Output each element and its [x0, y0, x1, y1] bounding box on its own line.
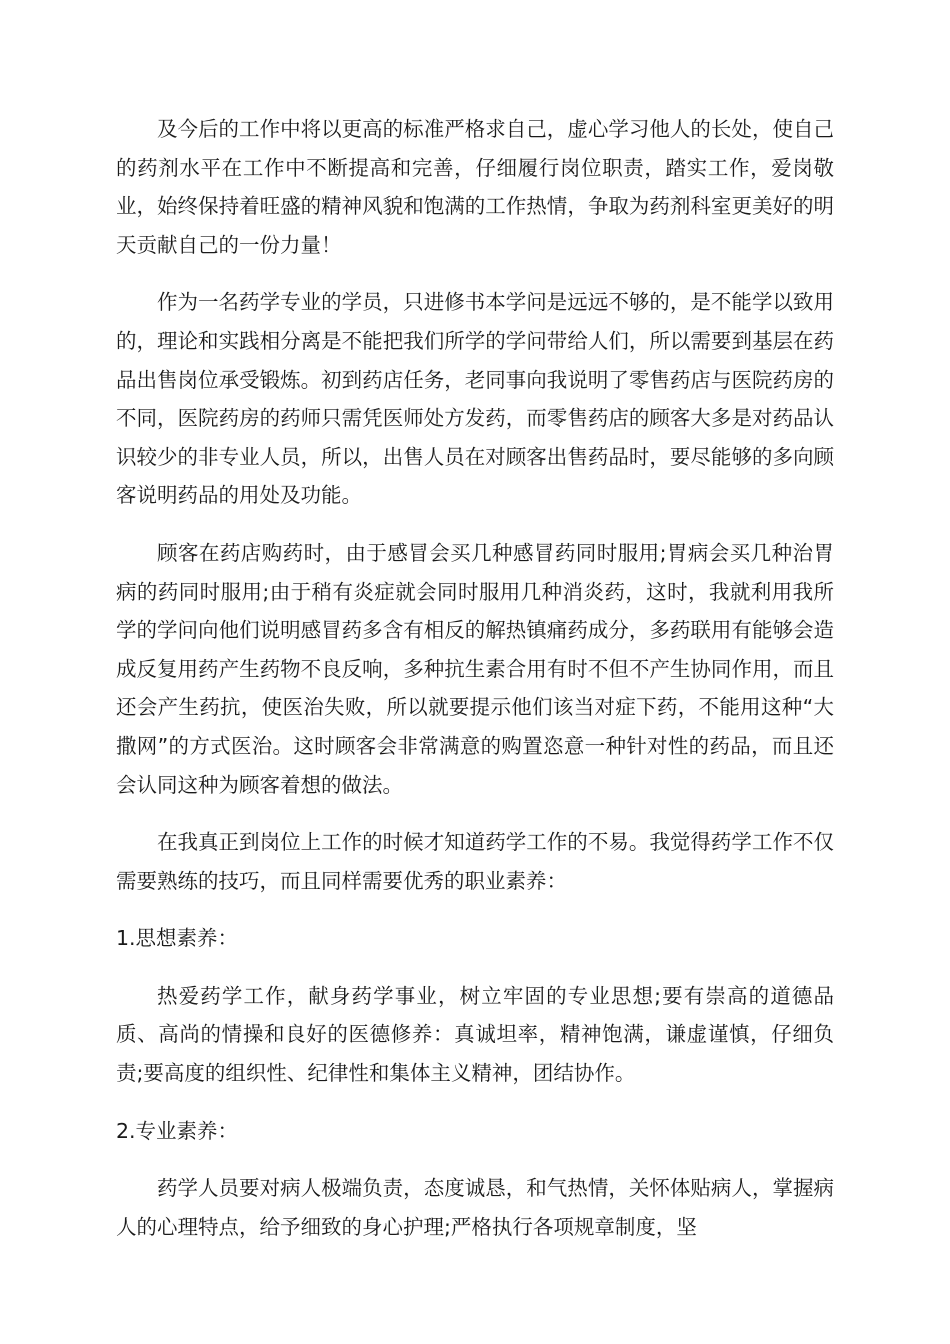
paragraph-6: 药学人员要对病人极端负责，态度诚恳，和气热情，关怀体贴病人，掌握病人的心理特点，给予细致的身心护理;严格执行各项规章制度，坚: [116, 1176, 834, 1239]
section-heading-1: 1.思想素养：: [116, 926, 239, 951]
paragraph-4: 在我真正到岗位上工作的时候才知道药学工作的不易。我觉得药学工作不仅需要熟练的技巧，而且同样需要优秀的职业素养：: [116, 830, 834, 893]
paragraph-2: 作为一名药学专业的学员，只进修书本学问是远远不够的，是不能学以致用的，理论和实践相分离是不能把我们所学的学问带给人们，所以需要到基层在药品出售岗位承受锻炼。初到药店任务，老同事向我说明了零售药店与医院药房的不同，医院药房的药师只需凭医师处方发药，而零售药店的顾客大多是对药品认识较少的非专业人员，所以，出售人员在对顾客出售药品时，要尽能够的多向顾客说明药品的用处及功能。: [116, 290, 834, 508]
paragraph-3: 顾客在药店购药时，由于感冒会买几种感冒药同时服用;胃病会买几种治胃病的药同时服用;由于稍有炎症就会同时服用几种消炎药，这时，我就利用我所学的学问向他们说明感冒药多含有相反的解热镇痛药成分，多药联用有能够会造成反复用药产生药物不良反响，多种抗生素合用有时不但不产生协同作用，而且还会产生药抗，使医治失败，所以就要提示他们该当对症下药，不能用这种“大撒网”的方式医治。这时顾客会非常满意的购置恣意一种针对性的药品，而且还会认同这种为顾客着想的做法。: [116, 540, 834, 797]
paragraph-5: 热爱药学工作，献身药学事业，树立牢固的专业思想;要有崇高的道德品质、高尚的情操和良好的医德修养：真诚坦率，精神饱满，谦虚谨慎，仔细负责;要高度的组织性、纪律性和集体主义精神，团结协作。: [116, 983, 834, 1086]
document-body: [116, 110, 834, 1265]
paragraph-1: 及今后的工作中将以更高的标准严格求自己，虚心学习他人的长处，使自己的药剂水平在工作中不断提高和完善，仔细履行岗位职责，踏实工作，爱岗敬业，始终保持着旺盛的精神风貌和饱满的工作热情，争取为药剂科室更美好的明天贡献自己的一份力量！: [116, 117, 834, 257]
section-heading-2: 2.专业素养：: [116, 1118, 239, 1143]
